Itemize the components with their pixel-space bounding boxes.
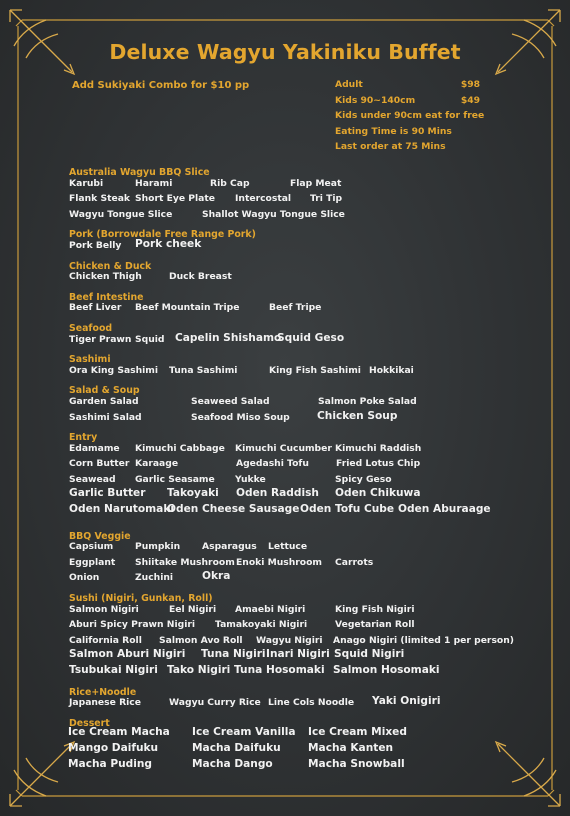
- menu-item: Oden Raddish: [236, 487, 319, 500]
- menu-list: [69, 160, 539, 773]
- menu-row: [69, 176, 539, 192]
- menu-row: [69, 726, 539, 742]
- menu-item: Shallot Wagyu Tongue Slice: [202, 208, 345, 220]
- menu-item: Onion: [69, 572, 100, 584]
- menu-item: Seaweed Salad: [191, 395, 270, 407]
- menu-item: Hokkikai: [369, 364, 414, 376]
- menu-item: Karaage: [135, 458, 179, 470]
- menu-item: Tsubukai Nigiri: [69, 664, 158, 676]
- menu-item: Tamakoyaki Nigiri: [215, 619, 308, 631]
- category-heading: [69, 378, 539, 397]
- menu-item: Tuna Nigiri: [201, 648, 266, 661]
- menu-item: Tiger Prawn: [69, 333, 132, 345]
- category-heading: [69, 285, 539, 301]
- menu-item: Wagyu Nigiri: [256, 634, 323, 646]
- menu-item: Garlic Seasame: [135, 473, 215, 485]
- category-heading: [69, 347, 539, 366]
- menu-item: Amaebi Nigiri: [235, 603, 306, 615]
- category-label: Dessert: [69, 717, 110, 729]
- menu-item: Ice Cream Vanilla: [192, 726, 296, 739]
- menu-item: Wagyu Curry Rice: [169, 697, 261, 709]
- sukiyaki-promo: Add Sukiyaki Combo for $10 pp: [72, 80, 250, 91]
- menu-item: Shiitake Mushroom: [135, 556, 235, 568]
- menu-item: Intercostal: [235, 193, 292, 205]
- menu-item: Aburi Spicy Prawn Nigiri: [69, 619, 196, 631]
- menu-item: Macha Daifuku: [192, 741, 281, 754]
- category-heading: [69, 680, 539, 696]
- menu-row: [69, 332, 539, 348]
- category-label: Seafood: [69, 322, 113, 334]
- menu-item: Capsium: [69, 541, 114, 553]
- category-label: Chicken & Duck: [69, 260, 152, 272]
- menu-item: Mango Daifuku: [68, 741, 159, 754]
- menu-item: Salmon Poke Salad: [318, 395, 417, 407]
- price-list: [335, 79, 485, 157]
- menu-item: Kimuchi Cucumber: [235, 442, 332, 454]
- menu-item: Karubi: [69, 177, 104, 189]
- menu-item: Oden Chikuwa: [335, 487, 421, 500]
- menu-row: [69, 238, 539, 254]
- menu-item: Chicken Soup: [317, 409, 398, 422]
- price-row: Eating Time is 90 Mins: [335, 125, 452, 137]
- menu-item: Kimuchi Cabbage: [135, 442, 225, 454]
- menu-row: [69, 394, 539, 410]
- price-row: Adult $98: [335, 79, 480, 90]
- menu-item: Salmon Hosomaki: [333, 664, 440, 676]
- menu-row: [69, 617, 539, 633]
- menu-row: [69, 648, 539, 664]
- menu-item: Beef Tripe: [269, 302, 322, 314]
- menu-row: [69, 300, 539, 316]
- menu-item: Inari Nigiri: [266, 648, 330, 661]
- menu-item: Sashimi Salad: [69, 411, 142, 423]
- category-label: Sashimi: [69, 354, 111, 366]
- menu-item: Corn Butter: [69, 458, 130, 470]
- menu-item: Ora King Sashimi: [69, 364, 159, 376]
- menu-row: [69, 555, 539, 571]
- menu-row: [69, 472, 539, 488]
- menu-row: [69, 363, 539, 379]
- menu-row: [69, 539, 539, 555]
- menu-item: Flank Steak: [69, 193, 131, 205]
- menu-row: [69, 664, 539, 680]
- menu-item: Eggplant: [69, 556, 116, 568]
- menu-item: Carrots: [335, 556, 374, 568]
- menu-item: Garlic Butter: [69, 487, 146, 500]
- menu-item: Yaki Onigiri: [372, 695, 441, 708]
- menu-row: [69, 503, 539, 519]
- menu-item: Wagyu Tongue Slice: [69, 208, 173, 220]
- menu-item: Duck Breast: [169, 271, 232, 283]
- menu-item: Ice Cream Macha: [68, 726, 170, 739]
- menu-item: Line Cols Noodle: [268, 697, 355, 709]
- menu-item: Chicken Thigh: [69, 271, 142, 283]
- menu-item: Tri Tip: [310, 193, 343, 205]
- menu-item: Lettuce: [268, 541, 308, 553]
- menu-item: Macha Dango: [192, 757, 273, 770]
- menu-item: Spicy Geso: [335, 473, 392, 485]
- menu-item: Japanese Rice: [69, 697, 141, 709]
- menu-item: Oden Aburaage: [398, 503, 491, 516]
- category-heading: [69, 586, 539, 605]
- price-row: Last order at 75 Mins: [335, 141, 446, 152]
- price-row: Kids under 90cm eat for free: [335, 110, 485, 121]
- menu-row: [69, 570, 539, 586]
- menu-item: Eel Nigiri: [169, 603, 217, 615]
- menu-item: Enoki Mushroom: [236, 556, 323, 568]
- menu-item: Beef Mountain Tripe: [135, 302, 240, 314]
- menu-row: [69, 695, 539, 711]
- category-heading: [69, 254, 539, 270]
- menu-item: Seawead: [69, 473, 116, 485]
- menu-item: Okra: [202, 570, 231, 583]
- category-label: Rice+Noodle: [69, 686, 137, 698]
- menu-item: California Roll: [69, 634, 142, 646]
- menu-row: [69, 742, 539, 758]
- menu-item: Fried Lotus Chip: [336, 458, 421, 470]
- category-heading: [69, 711, 539, 727]
- menu-row: [69, 758, 539, 774]
- menu-item: Oden Cheese Sausage: [167, 503, 300, 516]
- menu-item: Salmon Avo Roll: [159, 634, 243, 646]
- menu-item: Flap Meat: [290, 177, 342, 189]
- category-heading: [69, 160, 539, 176]
- menu-item: Squid Nigiri: [334, 648, 405, 661]
- menu-item: Agedashi Tofu: [236, 458, 309, 470]
- menu-item: Salmon Aburi Nigiri: [69, 648, 186, 661]
- menu-item: Edamame: [69, 442, 120, 454]
- menu-item: Vegetarian Roll: [335, 619, 415, 631]
- menu-item: Macha Snowball: [308, 757, 405, 770]
- menu-item: Oden Tofu Cube: [300, 503, 395, 516]
- menu-row: [69, 191, 539, 207]
- menu-row: [69, 410, 539, 426]
- category-label: Beef Intestine: [69, 291, 144, 303]
- category-label: Sushi (Nigiri, Gunkan, Roll): [69, 593, 213, 605]
- menu-item: Pork cheek: [135, 237, 202, 250]
- menu-item: Kimuchi Raddish: [335, 442, 422, 454]
- menu-item: Beef Liver: [69, 302, 122, 314]
- menu-row: [69, 633, 539, 649]
- menu-row: [69, 602, 539, 618]
- menu-row: [69, 207, 539, 223]
- menu-item: Macha Puding: [68, 757, 152, 770]
- category-label: BBQ Veggie: [69, 530, 131, 542]
- menu-item: Pumpkin: [135, 541, 181, 553]
- menu-item: Rib Cap: [210, 177, 250, 189]
- menu-item: Takoyaki: [167, 487, 219, 500]
- menu-item: Anago Nigiri (limited 1 per person): [333, 634, 514, 646]
- menu-title: Deluxe Wagyu Yakiniku Buffet: [109, 40, 461, 64]
- menu-item: Oden Narutomaki: [69, 503, 174, 516]
- menu-item: Salmon Nigiri: [69, 603, 139, 615]
- category-heading: [69, 222, 539, 241]
- menu-item: Tuna Sashimi: [169, 364, 238, 376]
- menu-item: Zuchini: [135, 572, 174, 584]
- menu-item: Harami: [135, 177, 173, 189]
- menu-item: Short Eye Plate: [135, 193, 215, 205]
- menu-item: Squid: [135, 333, 165, 345]
- menu-item: Ice Cream Mixed: [308, 726, 407, 739]
- menu-item: Pork Belly: [69, 239, 122, 251]
- category-heading: [69, 316, 539, 332]
- menu-item: Asparagus: [202, 541, 257, 553]
- price-row: Kids 90~140cm $49: [335, 94, 480, 106]
- menu-row: [69, 456, 539, 472]
- category-label: Salad & Soup: [69, 385, 140, 397]
- category-label: Australia Wagyu BBQ Slice: [69, 167, 210, 178]
- menu-item: King Fish Sashimi: [269, 364, 361, 376]
- menu-item: Seafood Miso Soup: [191, 411, 290, 423]
- menu-item: Yukke: [235, 473, 266, 485]
- menu-item: Tuna Hosomaki: [234, 664, 325, 676]
- menu-item: Capelin Shishamo: [175, 331, 282, 344]
- menu-row: [69, 487, 539, 503]
- menu-row: [69, 441, 539, 457]
- menu-item: Garden Salad: [69, 395, 139, 407]
- category-label: Entry: [69, 432, 98, 444]
- menu-row: [69, 269, 539, 285]
- category-heading: [69, 524, 539, 540]
- category-heading: [69, 425, 539, 444]
- menu-item: Squid Geso: [277, 331, 345, 344]
- menu-item: Tako Nigiri: [167, 664, 231, 676]
- menu-item: King Fish Nigiri: [335, 603, 415, 615]
- menu-item: Macha Kanten: [308, 741, 394, 754]
- category-label: Pork (Borrowdale Free Range Pork): [69, 229, 256, 241]
